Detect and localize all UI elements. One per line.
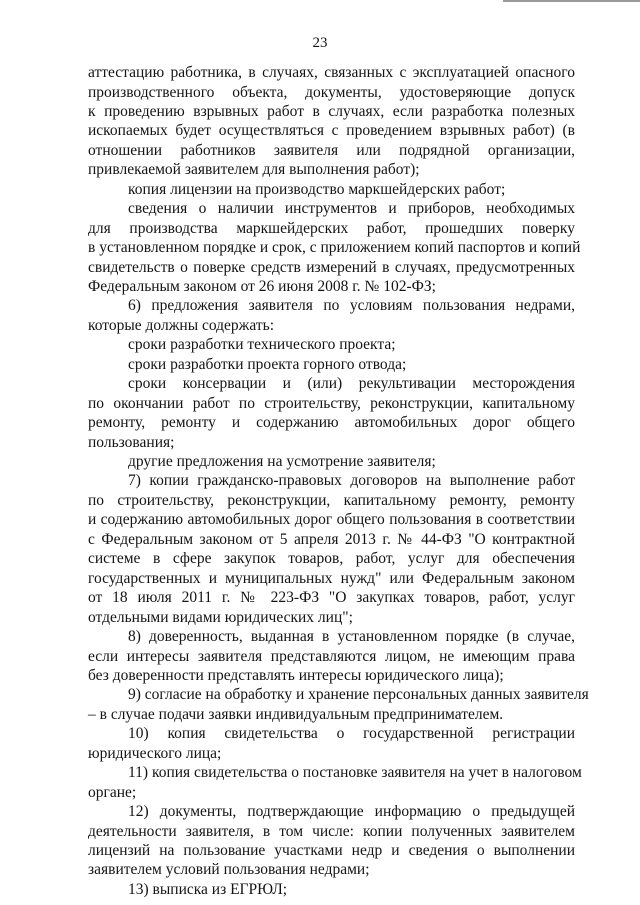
text-line: по строительству, реконструкции, капитальному ремонту, ремонту bbox=[88, 491, 575, 509]
text-line: без доверенности представлять интересы юридического лица); bbox=[88, 666, 504, 684]
text-line: органе; bbox=[88, 783, 137, 801]
text-line: с Федеральным законом от 5 апреля 2013 г. № 44-ФЗ "О контрактной bbox=[88, 530, 575, 548]
text-line: аттестацию работника, в случаях, связанных с эксплуатацией опасного bbox=[88, 64, 575, 81]
scan-edge-line bbox=[503, 0, 640, 2]
text-line: 6) предложения заявителя по условиям пользования недрами, bbox=[128, 297, 575, 315]
text-line: деятельности заявителя, в том числе: копии полученных заявителем bbox=[88, 822, 575, 840]
text-line: которые должны содержать: bbox=[88, 316, 275, 334]
text-line: пользования; bbox=[88, 433, 175, 451]
text-line: сроки консервации и (или) рекультивации месторождения bbox=[128, 375, 575, 393]
text-line: сроки разработки технического проекта; bbox=[128, 336, 396, 354]
text-line: другие предложения на усмотрение заявителя; bbox=[128, 453, 436, 470]
text-line: 7) копии гражданско-правовых договоров на выполнение работ bbox=[128, 472, 575, 490]
text-line: 13) выписка из ЕГРЮЛ; bbox=[128, 880, 288, 898]
text-line: копия лицензии на производство маркшейдерских работ; bbox=[128, 180, 506, 198]
text-line: 8) доверенность, выданная в установленном порядке (в случае, bbox=[128, 628, 575, 645]
text-line: к проведению взрывных работ в случаях, если разработка полезных bbox=[88, 102, 575, 120]
text-line: в установленном порядке и срок, с приложением копий паспортов и копий bbox=[88, 239, 581, 256]
text-line: заявителем условий пользования недрами; bbox=[88, 861, 370, 879]
text-line: государственных и муниципальных нужд" или Федеральным законом bbox=[88, 569, 575, 587]
text-line: и содержанию автомобильных дорог общего пользования в соответствии bbox=[88, 511, 575, 529]
text-line: 11) копия свидетельства о постановке заявителя на учет в налоговом bbox=[128, 764, 582, 782]
text-line: производственного объекта, документы, удостоверяющие допуск bbox=[88, 83, 575, 101]
text-line: 9) согласие на обработку и хранение персональных данных заявителя bbox=[128, 686, 589, 704]
text-line: лицензий на пользование участками недр и сведения о выполнении bbox=[88, 842, 575, 859]
text-line: 12) документы, подтверждающие информацию о предыдущей bbox=[128, 803, 575, 821]
text-line: привлекаемой заявителем для выполнения работ); bbox=[88, 161, 420, 179]
text-line: системе в сфере закупок товаров, работ, услуг для обеспечения bbox=[88, 550, 575, 568]
text-line: сведения о наличии инструментов и приборов, необходимых bbox=[128, 200, 575, 218]
text-line: отношении работников заявителя или подрядной организации, bbox=[88, 141, 575, 159]
text-line: юридического лица; bbox=[88, 744, 222, 762]
text-line: для производства маркшейдерских работ, прошедших поверку bbox=[88, 219, 575, 237]
text-line: 10) копия свидетельства о государственной регистрации bbox=[128, 725, 575, 743]
text-line: отдельными видами юридических лиц"; bbox=[88, 608, 353, 626]
text-line: ископаемых будет осуществляться с проведением взрывных работ) (в bbox=[88, 122, 575, 140]
text-line: свидетельств о поверке средств измерений в случаях, предусмотренных bbox=[88, 258, 575, 276]
text-line: по окончании работ по строительству, реконструкции, капитальному bbox=[88, 394, 575, 412]
text-line: – в случае подачи заявки индивидуальным предпринимателем. bbox=[88, 705, 504, 723]
text-line: от 18 июля 2011 г. № 223-ФЗ "О закупках товаров, работ, услуг bbox=[88, 589, 575, 607]
text-line: если интересы заявителя представляются лицом, не имеющим права bbox=[88, 647, 575, 665]
text-line: сроки разработки проекта горного отвода; bbox=[128, 355, 407, 373]
page-number: 23 bbox=[312, 35, 328, 51]
text-line: ремонту, ремонту и содержанию автомобильных дорог общего bbox=[88, 414, 575, 432]
text-line: Федеральным законом от 26 июня 2008 г. № 102-ФЗ; bbox=[88, 277, 436, 295]
